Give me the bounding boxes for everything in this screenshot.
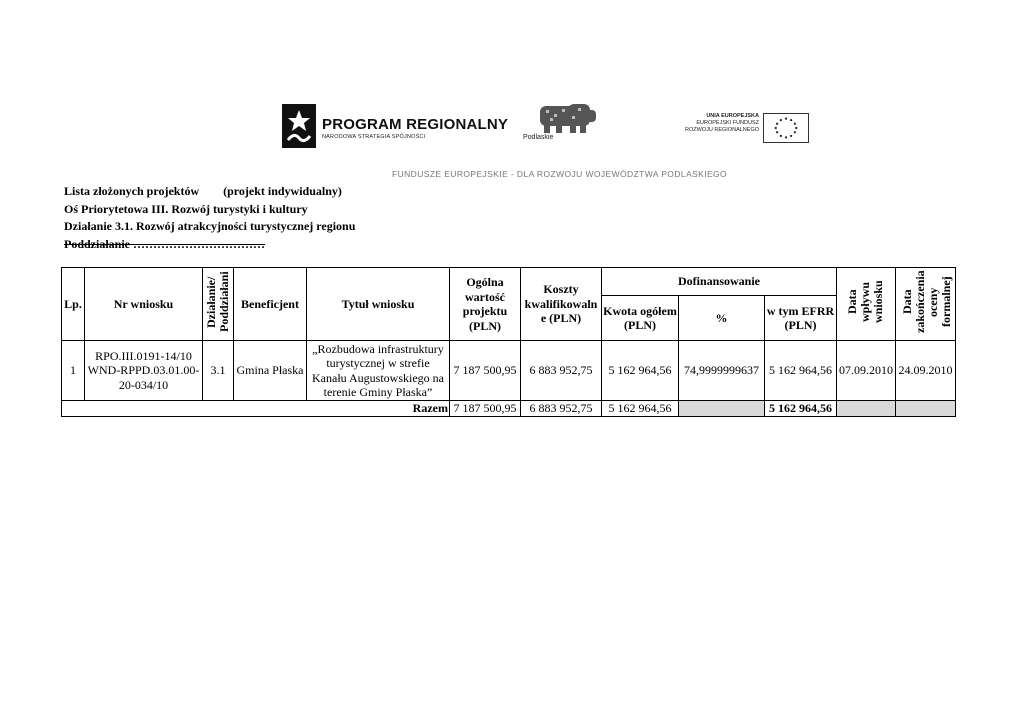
- eu-line1: UNIA EUROPEJSKA: [706, 113, 759, 119]
- total-data-zakonczenia-empty: [896, 401, 956, 417]
- table-row: [62, 341, 956, 401]
- cell-tytul: „Rozbudowa infrastruktury turystycznej w strefie Kanału Augustowskiego na terenie Gminy Płaska”: [307, 341, 450, 401]
- cell-nr-wniosku: RPO.III.0191-14/10 WND-RPPD.03.01.00-20-034/10: [85, 341, 203, 401]
- total-kwota: 5 162 964,56: [602, 401, 679, 417]
- eu-logo: [683, 113, 813, 145]
- program-regionalny-logo: [282, 104, 509, 148]
- region-label: Podlaskie: [523, 134, 554, 141]
- cell-beneficjent: Gmina Płaska: [234, 341, 307, 401]
- header-procent: %: [679, 296, 765, 341]
- header-data-zakonczenia: Data zakończenia oceny formalnej: [899, 270, 953, 334]
- eu-flag-icon: [763, 113, 809, 143]
- total-row: [62, 401, 956, 417]
- header-ogolna-wartosc: Ogólna wartość projektu (PLN): [450, 268, 521, 341]
- document-heading: [64, 183, 355, 253]
- header-koszty: Koszty kwalifikowaln e (PLN): [521, 268, 602, 341]
- program-subtitle: NARODOWA STRATEGIA SPÓJNOŚCI: [322, 134, 426, 140]
- bison-icon: [516, 104, 602, 134]
- header-beneficjent: Beneficjent: [234, 268, 307, 341]
- program-regionalny-emblem-icon: [282, 104, 316, 148]
- heading-subaction: Poddziałanie ……………………………: [64, 236, 266, 251]
- heading-list-title: Lista złożonych projektów (projekt indywidualny): [64, 184, 342, 198]
- total-ogolna-wartosc: 7 187 500,95: [450, 401, 521, 417]
- cell-dzialanie: 3.1: [203, 341, 234, 401]
- funds-line: FUNDUSZE EUROPEJSKIE - DLA ROZWOJU WOJEWÓDZTWA PODLASKIEGO: [392, 169, 728, 179]
- header-dzialanie-cell: [203, 268, 234, 341]
- header-data-wplywu: Data wpływu wniosku: [845, 280, 885, 324]
- cell-ogolna-wartosc: 7 187 500,95: [450, 341, 521, 401]
- cell-koszty: 6 883 952,75: [521, 341, 602, 401]
- header-data-zakonczenia-cell: [896, 268, 956, 341]
- cell-procent: 74,9999999637: [679, 341, 765, 401]
- header-lp: Lp.: [62, 268, 85, 341]
- header-nr-wniosku: Nr wniosku: [85, 268, 203, 341]
- total-label: Razem: [62, 401, 450, 417]
- header-tytul: Tytuł wniosku: [307, 268, 450, 341]
- total-koszty: 6 883 952,75: [521, 401, 602, 417]
- logo-bar: [0, 100, 1024, 150]
- header-dzialanie: Działanie/ Poddziałani: [204, 271, 231, 333]
- heading-action: Działanie 3.1. Rozwój atrakcyjności turystycznej regionu: [64, 219, 356, 233]
- total-procent-empty: [679, 401, 765, 417]
- total-data-wplywu-empty: [837, 401, 896, 417]
- projects-table: [61, 267, 956, 417]
- eu-line2: EUROPEJSKI FUNDUSZ: [696, 120, 759, 126]
- heading-priority-axis: Oś Priorytetowa III. Rozwój turystyki i kultury: [64, 201, 308, 216]
- header-kwota: Kwota ogółem (PLN): [602, 296, 679, 341]
- cell-lp: 1: [62, 341, 85, 401]
- eu-text: [683, 113, 759, 134]
- cell-data-wplywu: 07.09.2010: [837, 341, 896, 401]
- eu-line3: ROZWOJU REGIONALNEGO: [685, 127, 759, 133]
- header-efrr: w tym EFRR (PLN): [765, 296, 837, 341]
- cell-efrr: 5 162 964,56: [765, 341, 837, 401]
- total-efrr: 5 162 964,56: [765, 401, 837, 417]
- header-data-wplywu-cell: [837, 268, 896, 341]
- header-dofinansowanie: Dofinansowanie: [602, 268, 837, 296]
- cell-kwota: 5 162 964,56: [602, 341, 679, 401]
- cell-data-zakonczenia: 24.09.2010: [896, 341, 956, 401]
- program-title: PROGRAM REGIONALNY: [322, 116, 509, 133]
- podlaskie-logo: [516, 104, 602, 148]
- header-row-1: [62, 268, 956, 296]
